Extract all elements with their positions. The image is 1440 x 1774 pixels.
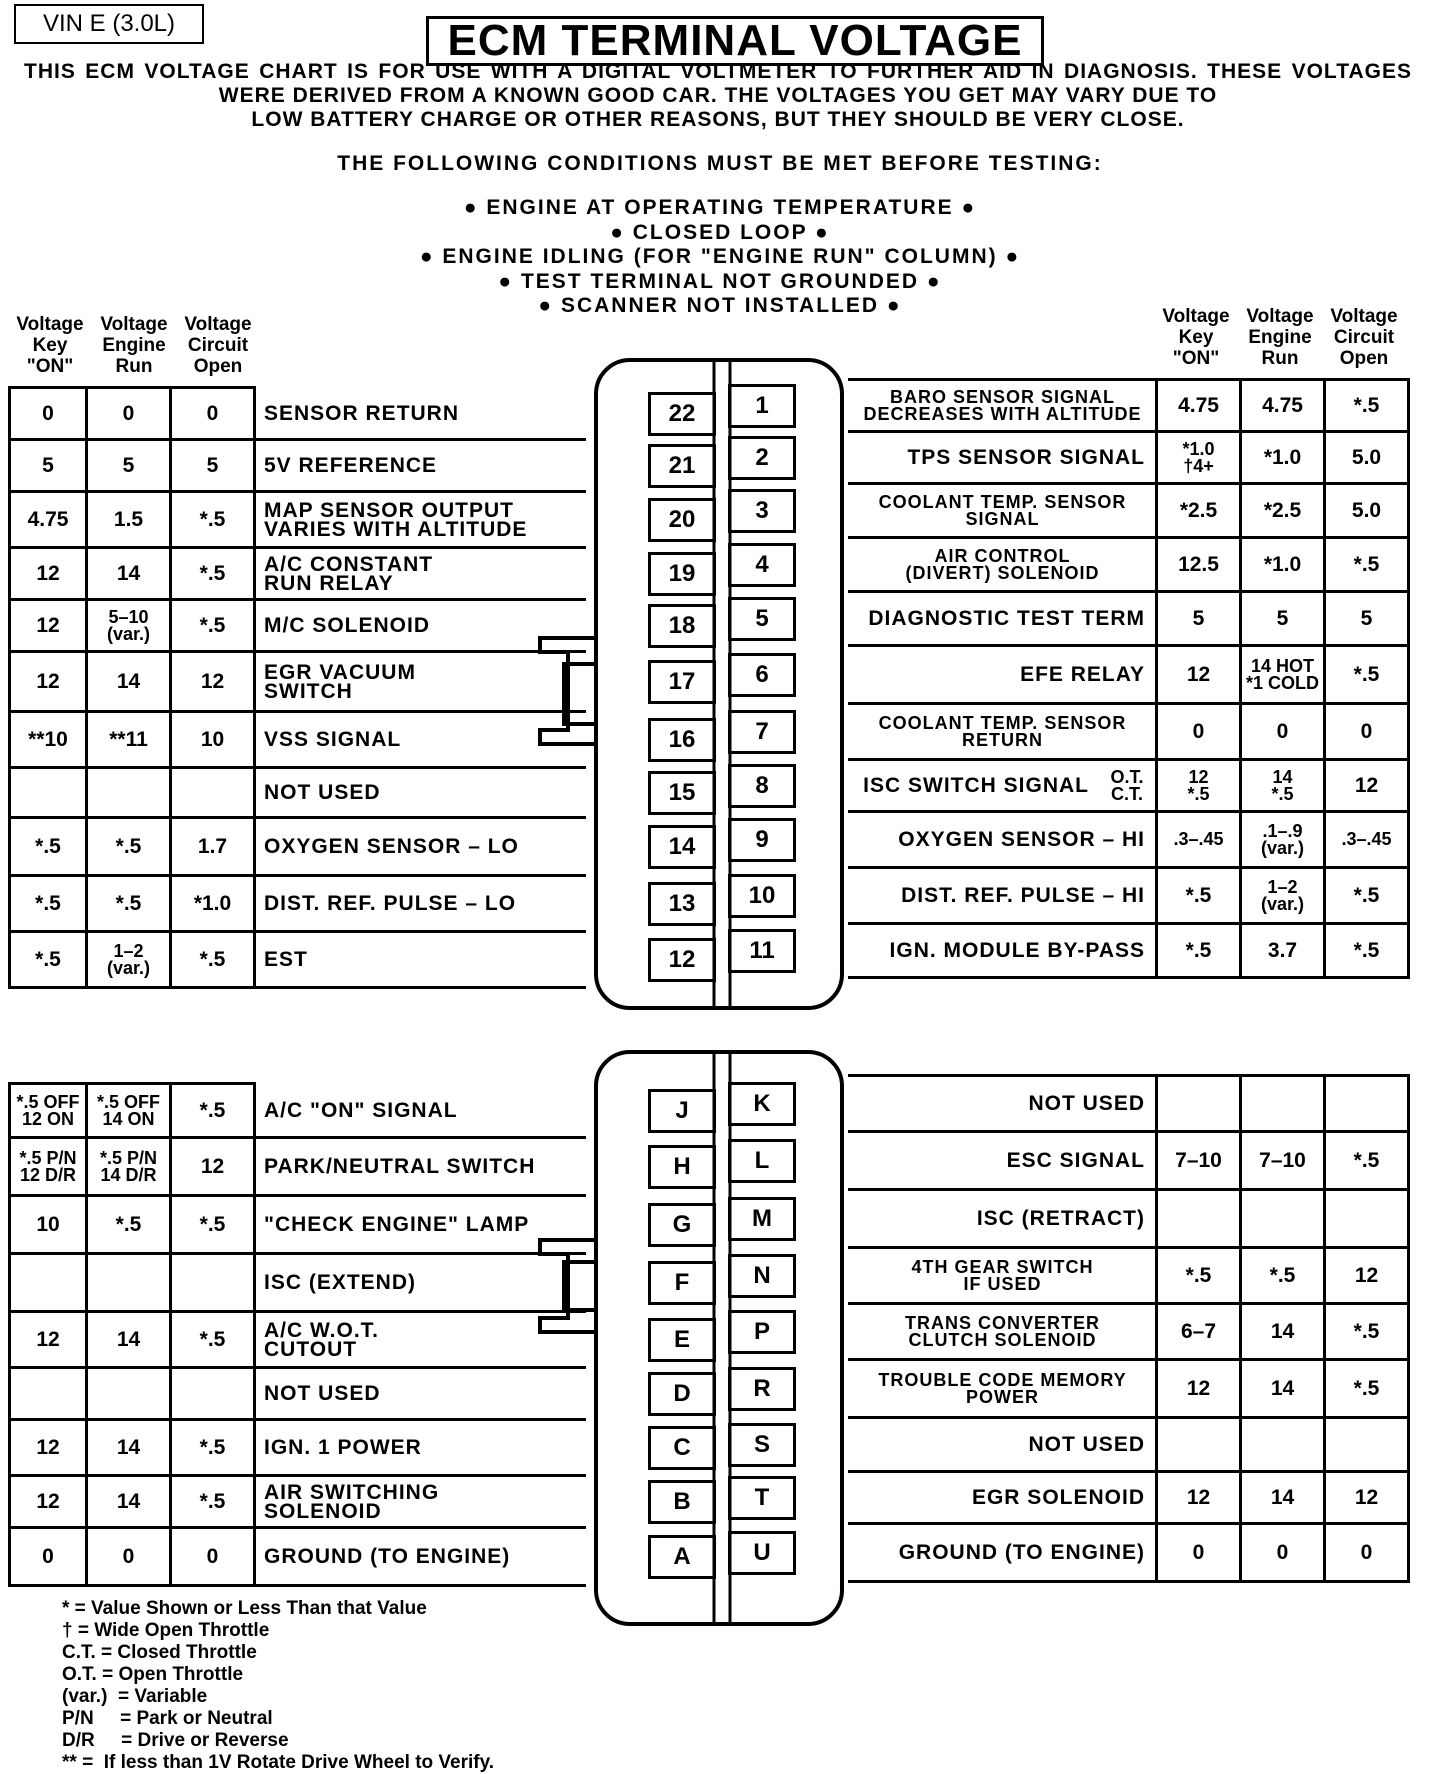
voltage-open: 10	[172, 713, 256, 766]
terminal-pin: 19	[648, 552, 716, 596]
table-row	[856, 1133, 1410, 1188]
table-row	[856, 813, 1410, 866]
voltage-open: 5.0	[1326, 485, 1410, 536]
voltage-key	[1158, 1419, 1242, 1470]
throttle-condition: O.T. C.T.	[1110, 766, 1144, 804]
legend-item: † = Wide Open Throttle	[62, 1620, 270, 1641]
terminal-label: NOT USED	[856, 1077, 1158, 1130]
terminal-label: GROUND (TO ENGINE)	[264, 1545, 511, 1568]
voltage-open: *.5	[172, 1477, 256, 1526]
terminal-label: OXYGEN SENSOR – HI	[856, 813, 1158, 866]
voltage-run	[1242, 1419, 1326, 1470]
terminal-label: TROUBLE CODE MEMORY POWER	[856, 1361, 1158, 1416]
voltage-run: 0	[1242, 1525, 1326, 1580]
table-row	[856, 1419, 1410, 1470]
voltage-key: 12	[1158, 1473, 1242, 1522]
voltage-open: 12	[1326, 1249, 1410, 1302]
terminal-label: NOT USED	[264, 1382, 381, 1405]
voltage-open: *.5	[172, 1313, 256, 1366]
voltage-run: **11	[88, 713, 172, 766]
table-rule	[848, 976, 1410, 979]
voltage-open: 12	[1326, 761, 1410, 810]
col-header-run-right: Voltage Engine Run	[1246, 306, 1314, 369]
voltage-key: *.5 OFF 12 ON	[8, 1085, 88, 1136]
voltage-run: .1–.9 (var.)	[1242, 813, 1326, 866]
table-row	[856, 1249, 1410, 1302]
col-header-run-left: Voltage Engine Run	[100, 314, 168, 377]
table-row	[8, 1477, 586, 1526]
condition-item: ● ENGINE AT OPERATING TEMPERATURE ●	[463, 196, 977, 219]
voltage-key: 12	[8, 1313, 88, 1366]
table-row	[8, 1369, 586, 1418]
terminal-pin: F	[648, 1261, 716, 1305]
terminal-pin: 4	[728, 543, 796, 587]
voltage-open: *.5	[172, 1421, 256, 1474]
voltage-key: *.5	[8, 819, 88, 874]
terminal-pin: J	[648, 1089, 716, 1133]
voltage-key: 5	[8, 441, 88, 490]
terminal-pin: S	[728, 1423, 796, 1467]
voltage-key	[1158, 1077, 1242, 1130]
voltage-run: *.5 P/N 14 D/R	[88, 1139, 172, 1194]
voltage-run	[88, 769, 172, 816]
voltage-key	[8, 1369, 88, 1418]
voltage-key: *.5	[8, 877, 88, 930]
terminal-label: AIR SWITCHING SOLENOID	[264, 1480, 440, 1523]
voltage-open: *.5	[172, 601, 256, 650]
voltage-open	[1326, 1191, 1410, 1246]
terminal-pin: 7	[728, 710, 796, 754]
voltage-key: *1.0 †4+	[1158, 433, 1242, 482]
condition-item: ● SCANNER NOT INSTALLED ●	[538, 294, 902, 317]
voltage-run: 14	[88, 653, 172, 710]
voltage-run: 14	[88, 549, 172, 598]
voltage-run: 5	[88, 441, 172, 490]
intro-line: THIS ECM VOLTAGE CHART IS FOR USE WITH A DIGITAL VOLTMETER TO FURTHER AID IN DIAGNOSIS. THESE VOLTAGES WERE DERIVED FROM A KNOWN GOOD CAR. THE VOLTAGES YOU GET MAY VARY DUE TO	[24, 60, 1412, 107]
terminal-label: EGR SOLENOID	[856, 1473, 1158, 1522]
legend	[62, 1598, 494, 1774]
table-row	[856, 1525, 1410, 1580]
voltage-open: *.5	[172, 933, 256, 986]
voltage-open: 5	[172, 441, 256, 490]
voltage-open: 0	[172, 1529, 256, 1584]
voltage-open: *.5	[1326, 1361, 1410, 1416]
voltage-run: 14	[1242, 1473, 1326, 1522]
terminal-label: DIST. REF. PULSE – LO	[264, 892, 517, 915]
terminal-label: A/C CONSTANT RUN RELAY	[264, 552, 434, 595]
terminal-label: TRANS CONVERTER CLUTCH SOLENOID	[856, 1305, 1158, 1358]
terminal-pin: U	[728, 1531, 796, 1575]
voltage-open: *.5	[172, 1085, 256, 1136]
voltage-run: 14	[88, 1313, 172, 1366]
table-rule	[8, 1584, 586, 1587]
terminal-pin: E	[648, 1318, 716, 1362]
terminal-label: DIAGNOSTIC TEST TERM	[856, 593, 1158, 644]
table-row	[856, 761, 1410, 810]
table-row	[8, 769, 586, 816]
terminal-label: EST	[264, 948, 308, 971]
terminal-label: ESC SIGNAL	[856, 1133, 1158, 1188]
condition-item: ● ENGINE IDLING (FOR "ENGINE RUN" COLUMN) ●	[419, 245, 1021, 268]
table-row	[856, 1305, 1410, 1358]
voltage-run: 14	[88, 1477, 172, 1526]
voltage-open	[1326, 1077, 1410, 1130]
voltage-key: 5	[1158, 593, 1242, 644]
terminal-label: GROUND (TO ENGINE)	[856, 1525, 1158, 1580]
terminal-pin: G	[648, 1203, 716, 1247]
table-row	[8, 1139, 586, 1194]
voltage-open: *.5	[1326, 539, 1410, 590]
voltage-open: .3–.45	[1326, 813, 1410, 866]
terminal-pin: H	[648, 1145, 716, 1189]
terminal-label: NOT USED	[264, 781, 381, 804]
voltage-run: 14 *.5	[1242, 761, 1326, 810]
table-row	[856, 925, 1410, 976]
terminal-label: PARK/NEUTRAL SWITCH	[264, 1155, 536, 1178]
terminal-label: TPS SENSOR SIGNAL	[856, 433, 1158, 482]
terminal-pin: 14	[648, 825, 716, 869]
terminal-pin: 17	[648, 660, 716, 704]
voltage-open: 1.7	[172, 819, 256, 874]
page-title: ECM TERMINAL VOLTAGE	[426, 16, 1044, 66]
voltage-key: *.5 P/N 12 D/R	[8, 1139, 88, 1194]
terminal-pin: L	[728, 1139, 796, 1183]
voltage-run: *.5	[88, 819, 172, 874]
table-rule	[8, 986, 586, 989]
voltage-open: *.5	[1326, 1305, 1410, 1358]
voltage-open: *.5	[1326, 1133, 1410, 1188]
terminal-pin: 1	[728, 384, 796, 428]
voltage-open: 0	[172, 389, 256, 438]
voltage-run	[1242, 1191, 1326, 1246]
col-header-key-left: Voltage Key "ON"	[16, 314, 84, 377]
terminal-label: BARO SENSOR SIGNAL DECREASES WITH ALTITUDE	[856, 381, 1158, 430]
voltage-key: *.5	[1158, 925, 1242, 976]
voltage-open: 0	[1326, 1525, 1410, 1580]
voltage-run: 3.7	[1242, 925, 1326, 976]
voltage-run: 0	[1242, 705, 1326, 758]
terminal-label: OXYGEN SENSOR – LO	[264, 835, 519, 858]
table-row	[856, 1077, 1410, 1130]
terminal-pin: 21	[648, 444, 716, 488]
voltage-key: 10	[8, 1197, 88, 1252]
terminal-pin: P	[728, 1310, 796, 1354]
voltage-open: 12	[172, 653, 256, 710]
terminal-label: MAP SENSOR OUTPUT VARIES WITH ALTITUDE	[264, 498, 528, 541]
terminal-label: ISC SWITCH SIGNAL	[856, 761, 1158, 810]
voltage-run: 7–10	[1242, 1133, 1326, 1188]
voltage-open	[172, 769, 256, 816]
terminal-pin: 6	[728, 653, 796, 697]
table-row	[8, 601, 586, 650]
voltage-key: *.5	[8, 933, 88, 986]
voltage-run	[1242, 1077, 1326, 1130]
terminal-pin: 11	[728, 929, 796, 973]
voltage-run: 1.5	[88, 493, 172, 546]
voltage-open	[172, 1369, 256, 1418]
intro-line: LOW BATTERY CHARGE OR OTHER REASONS, BUT THEY SHOULD BE VERY CLOSE.	[251, 108, 1185, 131]
legend-item: P/N = Park or Neutral	[62, 1708, 273, 1729]
table-row	[8, 1197, 586, 1252]
terminal-pin: 16	[648, 718, 716, 762]
table-row	[8, 877, 586, 930]
voltage-key: 0	[1158, 1525, 1242, 1580]
terminal-pin: B	[648, 1480, 716, 1524]
table-row	[856, 1473, 1410, 1522]
voltage-key: 7–10	[1158, 1133, 1242, 1188]
table-row	[856, 869, 1410, 922]
voltage-key: 12	[8, 1421, 88, 1474]
table-row	[8, 1313, 586, 1366]
terminal-pin: 8	[728, 764, 796, 808]
voltage-key: 12	[1158, 1361, 1242, 1416]
terminal-label: "CHECK ENGINE" LAMP	[264, 1213, 530, 1236]
table-row	[856, 485, 1410, 536]
voltage-run	[88, 1369, 172, 1418]
col-header-open-right: Voltage Circuit Open	[1330, 306, 1398, 369]
voltage-run: 0	[88, 389, 172, 438]
voltage-run: *1.0	[1242, 539, 1326, 590]
legend-item: D/R = Drive or Reverse	[62, 1730, 289, 1751]
voltage-key: 0	[8, 389, 88, 438]
terminal-pin: T	[728, 1476, 796, 1520]
terminal-label: AIR CONTROL (DIVERT) SOLENOID	[856, 539, 1158, 590]
terminal-pin: K	[728, 1082, 796, 1126]
terminal-pin: 20	[648, 498, 716, 542]
voltage-key: 12	[8, 601, 88, 650]
col-header-open-left: Voltage Circuit Open	[184, 314, 252, 377]
voltage-run	[88, 1255, 172, 1310]
voltage-open: *.5	[1326, 647, 1410, 702]
voltage-key: 12.5	[1158, 539, 1242, 590]
conditions-heading: THE FOLLOWING CONDITIONS MUST BE MET BEFORE TESTING:	[337, 152, 1103, 175]
terminal-label: ISC (RETRACT)	[856, 1191, 1158, 1246]
voltage-key: *.5	[1158, 869, 1242, 922]
terminal-label: IGN. MODULE BY-PASS	[856, 925, 1158, 976]
table-row	[8, 549, 586, 598]
terminal-pin: A	[648, 1535, 716, 1579]
lower-connector-outline	[596, 1052, 842, 1624]
voltage-run: 0	[88, 1529, 172, 1584]
legend-item: C.T. = Closed Throttle	[62, 1642, 257, 1663]
table-row	[856, 1191, 1410, 1246]
voltage-run: 5	[1242, 593, 1326, 644]
terminal-label: NOT USED	[856, 1419, 1158, 1470]
terminal-pin: 18	[648, 604, 716, 648]
legend-item: * = Value Shown or Less Than that Value	[62, 1598, 427, 1619]
legend-item: ** = If less than 1V Rotate Drive Wheel to Verify.	[62, 1752, 495, 1773]
col-header-key-right: Voltage Key "ON"	[1162, 306, 1230, 369]
terminal-label: ISC (EXTEND)	[264, 1271, 417, 1294]
voltage-run: 14	[1242, 1305, 1326, 1358]
table-row	[8, 933, 586, 986]
voltage-key: 12	[8, 549, 88, 598]
condition-item: ● CLOSED LOOP ●	[610, 220, 830, 244]
voltage-key: 0	[1158, 705, 1242, 758]
voltage-key: *2.5	[1158, 485, 1242, 536]
table-row	[856, 1361, 1410, 1416]
terminal-pin: 5	[728, 597, 796, 641]
voltage-open: *.5	[172, 1197, 256, 1252]
terminal-label: A/C W.O.T. CUTOUT	[264, 1318, 379, 1361]
terminal-label: 4TH GEAR SWITCH IF USED	[856, 1249, 1158, 1302]
voltage-run: 14 HOT *1 COLD	[1242, 647, 1326, 702]
table-row	[8, 1421, 586, 1474]
voltage-key: 0	[8, 1529, 88, 1584]
voltage-key: 12	[8, 1477, 88, 1526]
voltage-run: 14	[88, 1421, 172, 1474]
terminal-pin: 2	[728, 436, 796, 480]
voltage-run: *.5 OFF 14 ON	[88, 1085, 172, 1136]
voltage-open: 5.0	[1326, 433, 1410, 482]
terminal-label: M/C SOLENOID	[264, 614, 431, 637]
table-row	[8, 441, 586, 490]
table-row	[856, 705, 1410, 758]
voltage-key: .3–.45	[1158, 813, 1242, 866]
table-row	[856, 433, 1410, 482]
terminal-label: DIST. REF. PULSE – HI	[856, 869, 1158, 922]
table-row	[8, 1255, 586, 1310]
terminal-pin: D	[648, 1372, 716, 1416]
voltage-key: 12 *.5	[1158, 761, 1242, 810]
terminal-pin: R	[728, 1367, 796, 1411]
terminal-pin: N	[728, 1254, 796, 1298]
table-row	[8, 493, 586, 546]
voltage-run: *.5	[88, 877, 172, 930]
terminal-pin: 22	[648, 392, 716, 436]
voltage-run: 14	[1242, 1361, 1326, 1416]
table-row	[856, 647, 1410, 702]
table-row	[856, 593, 1410, 644]
voltage-key	[8, 1255, 88, 1310]
terminal-pin: 13	[648, 882, 716, 926]
terminal-label: COOLANT TEMP. SENSOR SIGNAL	[856, 485, 1158, 536]
terminal-label: A/C "ON" SIGNAL	[264, 1099, 458, 1122]
table-row	[856, 381, 1410, 430]
voltage-open: *.5	[172, 493, 256, 546]
voltage-run: 1–2 (var.)	[88, 933, 172, 986]
voltage-open: *1.0	[172, 877, 256, 930]
terminal-pin: M	[728, 1197, 796, 1241]
table-row	[856, 539, 1410, 590]
voltage-open	[172, 1255, 256, 1310]
terminal-label: COOLANT TEMP. SENSOR RETURN	[856, 705, 1158, 758]
voltage-key	[1158, 1191, 1242, 1246]
table-rule	[848, 1580, 1410, 1583]
voltage-key: 12	[1158, 647, 1242, 702]
table-row	[8, 819, 586, 874]
voltage-open: 0	[1326, 705, 1410, 758]
voltage-key: **10	[8, 713, 88, 766]
voltage-run: *.5	[88, 1197, 172, 1252]
voltage-key: 6–7	[1158, 1305, 1242, 1358]
terminal-label: EFE RELAY	[856, 647, 1158, 702]
voltage-run: 4.75	[1242, 381, 1326, 430]
table-row	[8, 1085, 586, 1136]
upper-connector-outline	[596, 360, 842, 1008]
terminal-label: 5V REFERENCE	[264, 454, 438, 477]
terminal-pin: 3	[728, 489, 796, 533]
voltage-open: 12	[1326, 1473, 1410, 1522]
voltage-open: *.5	[1326, 869, 1410, 922]
voltage-run: *1.0	[1242, 433, 1326, 482]
terminal-pin: 9	[728, 818, 796, 862]
voltage-key	[8, 769, 88, 816]
voltage-run: 5–10 (var.)	[88, 601, 172, 650]
terminal-label: VSS SIGNAL	[264, 728, 402, 751]
voltage-open: *.5	[1326, 381, 1410, 430]
terminal-label: IGN. 1 POWER	[264, 1436, 422, 1459]
table-row	[8, 389, 586, 438]
terminal-pin: 10	[728, 874, 796, 918]
terminal-label: EGR VACUUM SWITCH	[264, 660, 416, 703]
voltage-run: *.5	[1242, 1249, 1326, 1302]
legend-item: O.T. = Open Throttle	[62, 1664, 244, 1685]
terminal-pin: 15	[648, 771, 716, 815]
voltage-key: 12	[8, 653, 88, 710]
voltage-open: *.5	[1326, 925, 1410, 976]
legend-item: (var.) = Variable	[62, 1686, 208, 1707]
terminal-label: SENSOR RETURN	[264, 402, 460, 425]
table-row	[8, 1529, 586, 1584]
terminal-pin: C	[648, 1426, 716, 1470]
voltage-key: 4.75	[1158, 381, 1242, 430]
table-row	[8, 713, 586, 766]
table-row	[8, 653, 586, 710]
voltage-run: *2.5	[1242, 485, 1326, 536]
voltage-open	[1326, 1419, 1410, 1470]
voltage-key: 4.75	[8, 493, 88, 546]
voltage-key: *.5	[1158, 1249, 1242, 1302]
voltage-run: 1–2 (var.)	[1242, 869, 1326, 922]
condition-item: ● TEST TERMINAL NOT GROUNDED ●	[498, 269, 942, 293]
terminal-pin: 12	[648, 938, 716, 982]
voltage-open: *.5	[172, 549, 256, 598]
voltage-open: 5	[1326, 593, 1410, 644]
vin-label: VIN E (3.0L)	[14, 4, 204, 44]
voltage-open: 12	[172, 1139, 256, 1194]
